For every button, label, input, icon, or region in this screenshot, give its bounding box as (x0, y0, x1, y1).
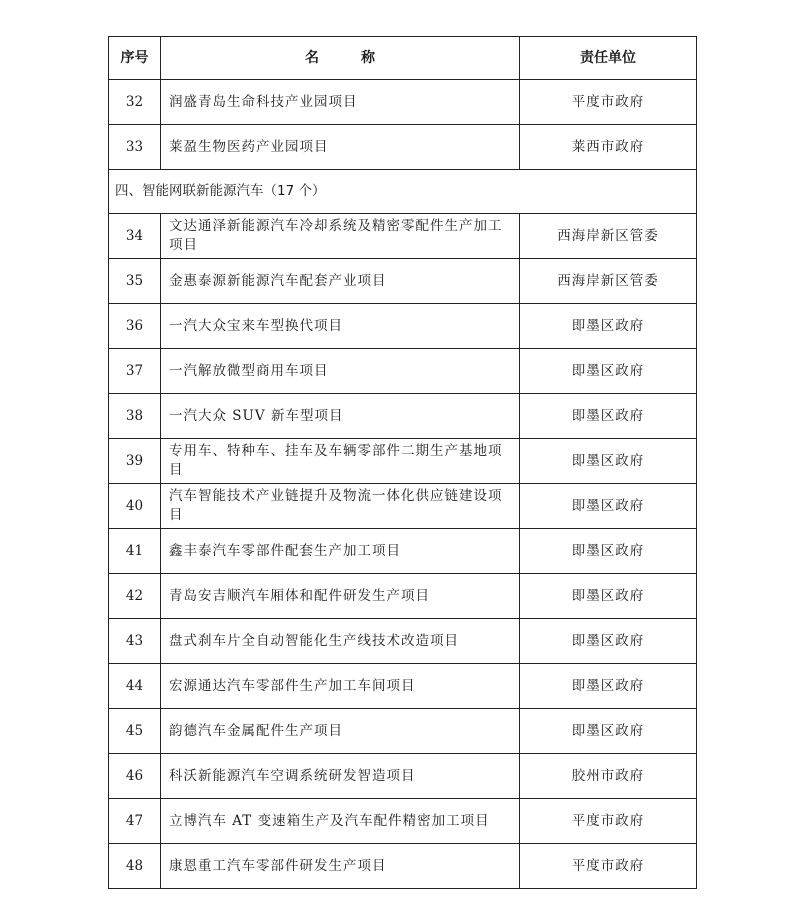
header-name-part2: 称 (361, 49, 375, 66)
table-row (109, 709, 697, 754)
row-name: 康恩重工汽车零部件研发生产项目 (161, 844, 520, 889)
row-name: 科沃新能源汽车空调系统研发智造项目 (161, 754, 520, 799)
row-unit: 胶州市政府 (520, 754, 697, 799)
row-number: 40 (109, 484, 161, 529)
row-number: 48 (109, 844, 161, 889)
row-name: 专用车、特种车、挂车及车辆零部件二期生产基地项目 (161, 439, 520, 484)
table-row (109, 304, 697, 349)
table-row (109, 125, 697, 170)
row-number: 33 (109, 125, 161, 170)
row-name: 鑫丰泰汽车零部件配套生产加工项目 (161, 529, 520, 574)
row-number: 41 (109, 529, 161, 574)
project-table (108, 36, 697, 889)
row-unit: 即墨区政府 (520, 574, 697, 619)
table-row (109, 214, 697, 259)
table-row (109, 844, 697, 889)
table-row (109, 574, 697, 619)
row-unit: 平度市政府 (520, 844, 697, 889)
row-number: 47 (109, 799, 161, 844)
table-row (109, 619, 697, 664)
row-name: 金惠泰源新能源汽车配套产业项目 (161, 259, 520, 304)
row-unit: 西海岸新区管委 (520, 259, 697, 304)
row-number: 38 (109, 394, 161, 439)
table-row (109, 484, 697, 529)
table-row (109, 439, 697, 484)
row-unit: 莱西市政府 (520, 125, 697, 170)
table-row (109, 349, 697, 394)
header-name-part1: 名 (305, 49, 319, 66)
table-row (109, 394, 697, 439)
row-number: 42 (109, 574, 161, 619)
row-unit: 即墨区政府 (520, 394, 697, 439)
row-unit: 即墨区政府 (520, 439, 697, 484)
section-title: 四、智能网联新能源汽车（17 个） (109, 170, 697, 214)
row-name: 立博汽车 AT 变速箱生产及汽车配件精密加工项目 (161, 799, 520, 844)
table-row (109, 259, 697, 304)
row-unit: 即墨区政府 (520, 529, 697, 574)
row-number: 37 (109, 349, 161, 394)
row-name: 盘式刹车片全自动智能化生产线技术改造项目 (161, 619, 520, 664)
section-row (109, 170, 697, 214)
header-number: 序号 (109, 37, 161, 80)
row-unit: 即墨区政府 (520, 664, 697, 709)
table-row (109, 754, 697, 799)
row-unit: 平度市政府 (520, 80, 697, 125)
row-number: 46 (109, 754, 161, 799)
row-name: 文达通泽新能源汽车冷却系统及精密零配件生产加工项目 (161, 214, 520, 259)
row-unit: 即墨区政府 (520, 304, 697, 349)
row-number: 36 (109, 304, 161, 349)
table-row (109, 664, 697, 709)
table-row (109, 529, 697, 574)
row-number: 44 (109, 664, 161, 709)
rows-before-section (109, 80, 697, 170)
table-row (109, 80, 697, 125)
row-unit: 即墨区政府 (520, 619, 697, 664)
row-number: 34 (109, 214, 161, 259)
row-number: 35 (109, 259, 161, 304)
header-name (161, 37, 520, 80)
row-name: 润盛青岛生命科技产业园项目 (161, 80, 520, 125)
row-number: 32 (109, 80, 161, 125)
row-name: 一汽大众 SUV 新车型项目 (161, 394, 520, 439)
row-name: 宏源通达汽车零部件生产加工车间项目 (161, 664, 520, 709)
row-name: 一汽大众宝来车型换代项目 (161, 304, 520, 349)
section-block (109, 170, 697, 214)
row-number: 39 (109, 439, 161, 484)
row-number: 45 (109, 709, 161, 754)
row-name: 汽车智能技术产业链提升及物流一体化供应链建设项目 (161, 484, 520, 529)
row-name: 一汽解放微型商用车项目 (161, 349, 520, 394)
row-name: 韵德汽车金属配件生产项目 (161, 709, 520, 754)
row-unit: 西海岸新区管委 (520, 214, 697, 259)
row-name: 莱盈生物医药产业园项目 (161, 125, 520, 170)
row-unit: 即墨区政府 (520, 484, 697, 529)
row-name: 青岛安吉顺汽车厢体和配件研发生产项目 (161, 574, 520, 619)
header-unit: 责任单位 (520, 37, 697, 80)
row-unit: 即墨区政府 (520, 709, 697, 754)
rows-after-section (109, 214, 697, 889)
row-unit: 平度市政府 (520, 799, 697, 844)
row-unit: 即墨区政府 (520, 349, 697, 394)
table-header-row (109, 37, 697, 80)
row-number: 43 (109, 619, 161, 664)
table-row (109, 799, 697, 844)
